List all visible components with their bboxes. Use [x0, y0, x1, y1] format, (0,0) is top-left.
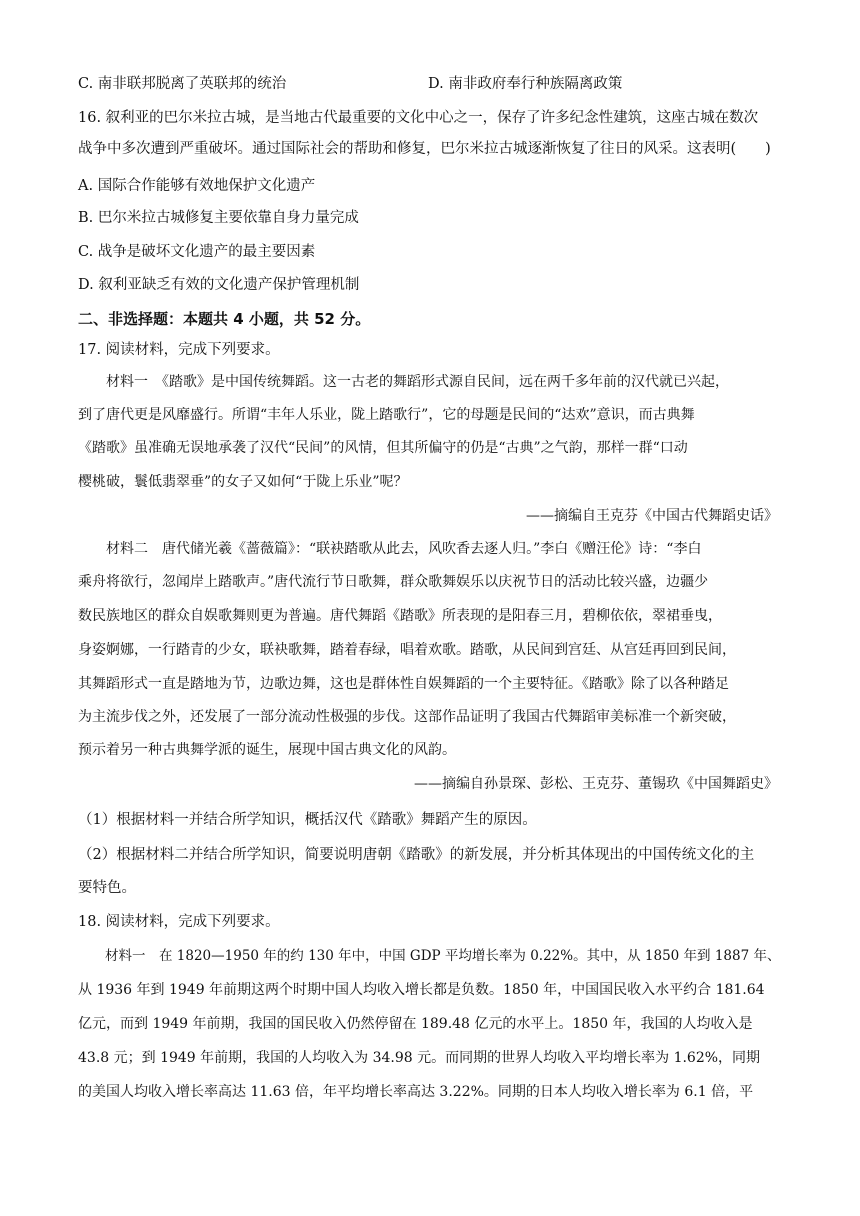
- q15-option-d: D. 南非政府奉行种族隔离政策: [428, 76, 623, 92]
- q16-option-d: D. 叙利亚缺乏有效的文化遗产保护管理机制: [78, 277, 360, 293]
- q18-material1-line: 亿元，而到 1949 年前期，我国的国民收入仍然停留在 189.48 亿元的水平上。1850 年，我国的人均收入是: [78, 1016, 753, 1032]
- q17-subquestion-1: （1）根据材料一并结合所学知识，概括汉代《踏歌》舞蹈产生的原因。: [78, 812, 537, 828]
- q18-material1-line: 43.8 元；到 1949 年前期，我国的人均收入为 34.98 元。而同期的世界人均收入平均增长率为 1.62%，同期: [78, 1050, 761, 1066]
- q16-stem-line1: 16. 叙利亚的巴尔米拉古城，是当地古代最重要的文化中心之一，保存了许多纪念性建筑，这座古城在数次: [78, 110, 759, 126]
- q17-material2-line: 身姿婀娜，一行踏青的少女，联袂歌舞，踏着春绿，唱着欢歌。踏歌，从民间到宫廷、从宫廷再回到民间，: [78, 642, 736, 658]
- q15-option-c: C. 南非联邦脱离了英联邦的统治: [78, 76, 287, 92]
- q16-option-c: C. 战争是破坏文化遗产的最主要因素: [78, 244, 316, 260]
- q18-intro: 18. 阅读材料，完成下列要求。: [78, 914, 280, 930]
- q17-material2-line: 材料二 唐代储光羲《蔷薇篇》：“联袂踏歌从此去，风吹香去逐人归。”李白《赠汪伦》诗：“李白: [78, 541, 702, 557]
- q17-material1-source: ——摘编自王克芬《中国古代舞蹈史话》: [526, 508, 778, 524]
- q17-material1-line: 樱桃破，鬟低翡翠垂”的女子又如何“于陇上乐业”呢？: [78, 474, 408, 490]
- q17-material2-line: 预示着另一种古典舞学派的诞生，展现中国古典文化的风韵。: [78, 742, 456, 758]
- q18-material1-line: 的美国人均收入增长率高达 11.63 倍，年平均增长率高达 3.22%。同期的日本人均收入增长率为 6.1 倍，平: [78, 1084, 754, 1100]
- q17-material2-line: 乘舟将欲行，忽闻岸上踏歌声。”唐代流行节日歌舞，群众歌舞娱乐以庆祝节日的活动比较兴盛，边疆少: [78, 574, 709, 590]
- q17-material1-line: 到了唐代更是风靡盛行。所谓“丰年人乐业，陇上踏歌行”，它的母题是民间的“达欢”意识，而古典舞: [78, 407, 695, 423]
- q16-option-a: A. 国际合作能够有效地保护文化遗产: [78, 178, 316, 194]
- q17-intro: 17. 阅读材料，完成下列要求。: [78, 342, 280, 358]
- q17-subquestion-2-line1: （2）根据材料二并结合所学知识，简要说明唐朝《踏歌》的新发展，并分析其体现出的中国传统文化的主: [78, 847, 755, 863]
- q18-material1-line: 材料一 在 1820—1950 年的约 130 年中，中国 GDP 平均增长率为 0.22%。其中，从 1850 年到 1887 年、: [78, 948, 781, 964]
- section2-heading: 二、非选择题：本题共 4 小题，共 52 分。: [78, 310, 371, 328]
- q18-material1-line: 从 1936 年到 1949 年前期这两个时期中国人均收入增长都是负数。1850 年，中国国民收入水平约合 181.64: [78, 982, 765, 998]
- q16-stem-line2: 战争中多次遭到严重破坏。通过国际社会的帮助和修复，巴尔米拉古城逐渐恢复了往日的风采。这表明( ): [78, 141, 771, 157]
- q17-material2-line: 数民族地区的群众自娱歌舞则更为普遍。唐代舞蹈《踏歌》所表现的是阳春三月，碧柳依依，翠裙垂曳，: [78, 608, 722, 624]
- q17-material1-line: 《踏歌》虽准确无误地承袭了汉代“民间”的风情，但其所偏守的仍是“古典”之气韵，那样一群“口动: [78, 440, 688, 456]
- q17-subquestion-2-line2: 要特色。: [78, 880, 136, 896]
- q16-option-b: B. 巴尔米拉古城修复主要依靠自身力量完成: [78, 210, 359, 226]
- q17-material2-line: 其舞蹈形式一直是踏地为节，边歌边舞，这也是群体性自娱舞蹈的一个主要特征。《踏歌》除了以各种踏足: [78, 676, 729, 692]
- q17-material2-source: ——摘编自孙景琛、彭松、王克芬、董锡玖《中国舞蹈史》: [414, 776, 778, 792]
- q17-material2-line: 为主流步伐之外，还发展了一部分流动性极强的步伐。这部作品证明了我国古代舞蹈审美标准一个新突破，: [78, 709, 736, 725]
- q17-material1-line: 材料一 《踏歌》是中国传统舞蹈。这一古老的舞蹈形式源自民间，远在两千多年前的汉代就已兴起，: [78, 374, 729, 390]
